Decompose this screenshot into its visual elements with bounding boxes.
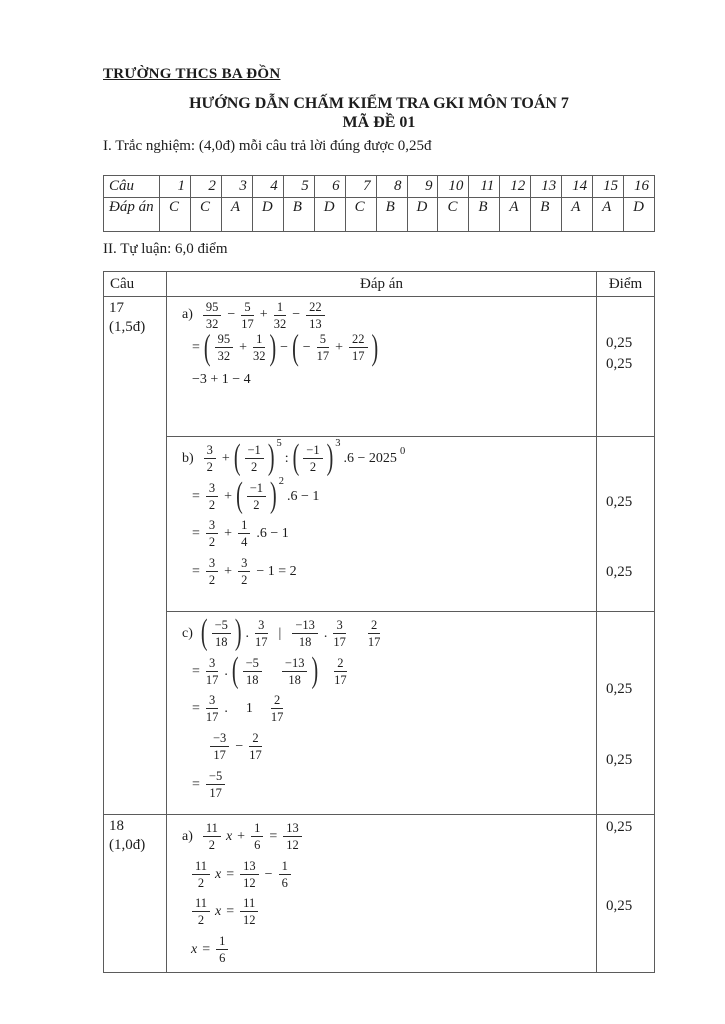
math-variable: x bbox=[215, 866, 222, 882]
fraction-denominator: 2 bbox=[253, 497, 260, 512]
table-row bbox=[104, 297, 655, 437]
math-text: − bbox=[264, 866, 273, 882]
mc-question-number: 8 bbox=[376, 176, 407, 198]
score-value: 0,25 bbox=[606, 356, 633, 372]
right-paren: ) bbox=[267, 437, 275, 478]
points-cell bbox=[597, 612, 655, 815]
mc-answer-value: B bbox=[283, 198, 314, 232]
math-variable: x bbox=[191, 942, 198, 958]
essay-table bbox=[103, 271, 655, 973]
fraction-denominator: 17 bbox=[241, 316, 254, 331]
fraction-numerator: 1 bbox=[274, 300, 287, 316]
math-text: + bbox=[239, 339, 247, 355]
math-text: = bbox=[192, 663, 200, 679]
fraction-denominator: 17 bbox=[270, 710, 284, 725]
math-text: .6 − 1 bbox=[256, 526, 289, 542]
fraction-denominator: 2 bbox=[208, 497, 216, 512]
answer-cell bbox=[167, 815, 597, 973]
fraction-numerator: 5 bbox=[241, 300, 254, 316]
exam-code: MÃ ĐỀ 01 bbox=[342, 114, 416, 131]
mc-question-number: 7 bbox=[345, 176, 376, 198]
fraction-numerator: 3 bbox=[333, 618, 346, 634]
fraction-denominator: 17 bbox=[334, 672, 347, 687]
fraction-denominator: 12 bbox=[242, 913, 256, 928]
mc-question-number: 5 bbox=[283, 176, 314, 198]
math-text: = bbox=[192, 339, 200, 355]
school-name: TRƯỜNG THCS BA ĐỒN bbox=[103, 66, 281, 82]
fraction bbox=[206, 556, 218, 587]
left-paren: ( bbox=[292, 327, 299, 368]
question-number-cell bbox=[104, 815, 167, 973]
fraction-denominator: 2 bbox=[208, 837, 216, 852]
math-text: . bbox=[323, 625, 328, 641]
formula-line bbox=[189, 515, 594, 553]
mc-question-number: 13 bbox=[531, 176, 562, 198]
fraction bbox=[317, 332, 330, 363]
fraction bbox=[206, 656, 219, 687]
fraction-denominator: 17 bbox=[205, 710, 219, 725]
math-text: a) bbox=[182, 828, 193, 844]
score-value: 0,25 bbox=[606, 335, 633, 351]
left-paren: ( bbox=[233, 437, 241, 478]
fraction-denominator: 17 bbox=[249, 748, 262, 763]
mc-question-number: 15 bbox=[593, 176, 624, 198]
answer-cell bbox=[167, 437, 597, 612]
right-paren: ) bbox=[269, 327, 277, 368]
fraction bbox=[279, 859, 291, 890]
fraction bbox=[241, 300, 254, 331]
fraction-numerator: 11 bbox=[192, 896, 210, 912]
right-paren: ) bbox=[270, 475, 277, 516]
fraction bbox=[333, 618, 346, 649]
right-paren: ) bbox=[326, 437, 334, 478]
fraction bbox=[192, 896, 210, 927]
math-text: | bbox=[278, 625, 282, 641]
mc-question-number: 10 bbox=[438, 176, 469, 198]
document-title: HƯỚNG DẪN CHẤM KIỂM TRA GKI MÔN TOÁN 7 bbox=[189, 95, 569, 112]
fraction-denominator: 17 bbox=[352, 349, 365, 364]
mc-answer-value: C bbox=[190, 198, 221, 232]
fraction-denominator: 12 bbox=[243, 875, 256, 890]
fraction bbox=[210, 731, 229, 762]
formula-line bbox=[189, 477, 594, 515]
math-text: − bbox=[280, 339, 289, 355]
fraction-numerator: 1 bbox=[216, 934, 228, 950]
fraction-denominator: 6 bbox=[254, 837, 261, 852]
score-value: 0,25 bbox=[606, 819, 633, 835]
fraction bbox=[204, 443, 216, 474]
fraction-numerator: −3 bbox=[210, 731, 229, 747]
fraction-denominator: 2 bbox=[197, 913, 205, 928]
fraction-denominator: 17 bbox=[333, 634, 346, 649]
fraction-denominator: 17 bbox=[316, 349, 330, 364]
fraction-denominator: 2 bbox=[309, 459, 317, 474]
fraction-denominator: 2 bbox=[208, 535, 216, 550]
math-text: − 1 = 2 bbox=[256, 564, 297, 580]
essay-table-body bbox=[104, 272, 655, 973]
fraction-denominator: 2 bbox=[241, 573, 248, 588]
mc-answer-value: A bbox=[562, 198, 593, 232]
fraction bbox=[306, 300, 325, 331]
math-text: c) bbox=[182, 625, 193, 641]
fraction-denominator: 17 bbox=[209, 786, 222, 801]
math-text: + bbox=[335, 339, 344, 355]
math-text: .6 − 2025 bbox=[343, 450, 397, 466]
math-text: a) bbox=[182, 307, 193, 323]
essay-header-row bbox=[104, 272, 655, 297]
mc-question-label: Câu bbox=[104, 176, 160, 198]
math-text: = bbox=[192, 488, 200, 504]
math-text: − bbox=[235, 739, 244, 755]
fraction-numerator: −13 bbox=[292, 618, 318, 634]
fraction bbox=[240, 859, 259, 890]
math-text: −3 + 1 − 4 bbox=[192, 371, 251, 387]
formula-line bbox=[179, 817, 594, 855]
formula-line bbox=[179, 299, 594, 331]
fraction bbox=[240, 896, 258, 927]
mc-question-number: 16 bbox=[624, 176, 655, 198]
formula-line bbox=[189, 765, 594, 803]
fraction bbox=[245, 443, 264, 474]
math-text: = bbox=[226, 904, 235, 920]
fraction-numerator: 11 bbox=[192, 859, 210, 875]
fraction-numerator: −5 bbox=[206, 769, 225, 785]
fraction-numerator: 2 bbox=[271, 693, 284, 709]
math-text: = bbox=[192, 777, 200, 793]
mc-answer-value: A bbox=[221, 198, 252, 232]
mc-answer-value: D bbox=[624, 198, 655, 232]
formula-line bbox=[189, 690, 594, 728]
formula-line bbox=[189, 930, 594, 968]
fraction-numerator: 2 bbox=[368, 618, 381, 634]
exponent: 2 bbox=[278, 475, 284, 487]
score-value: 0,25 bbox=[606, 898, 633, 914]
math-text: = bbox=[202, 942, 211, 958]
fraction-denominator: 18 bbox=[214, 634, 228, 649]
mc-answer-value: B bbox=[376, 198, 407, 232]
fraction bbox=[255, 618, 268, 649]
fraction bbox=[303, 443, 322, 474]
fraction-denominator: 18 bbox=[298, 634, 312, 649]
exponent: 0 bbox=[399, 445, 406, 457]
fraction-numerator: 1 bbox=[279, 859, 291, 875]
math-text: . bbox=[224, 663, 228, 679]
left-paren: ( bbox=[292, 437, 300, 478]
fraction-numerator: −1 bbox=[245, 443, 264, 459]
math-text: + bbox=[237, 828, 246, 844]
math-text: + bbox=[224, 564, 233, 580]
fraction-numerator: 3 bbox=[206, 693, 219, 709]
points-cell bbox=[597, 815, 655, 973]
fraction bbox=[206, 693, 219, 724]
mc-question-number: 9 bbox=[407, 176, 438, 198]
mc-question-number: 14 bbox=[562, 176, 593, 198]
fraction bbox=[282, 656, 308, 687]
math-text: = bbox=[192, 526, 200, 542]
fraction-denominator: 12 bbox=[286, 837, 299, 852]
fraction bbox=[349, 332, 368, 363]
fraction bbox=[206, 769, 225, 800]
mc-table bbox=[103, 175, 655, 232]
math-text: + bbox=[221, 450, 230, 466]
mc-answer-row bbox=[104, 198, 655, 232]
left-paren: ( bbox=[231, 650, 239, 691]
question-number: 18 bbox=[109, 818, 124, 834]
math-text: b) bbox=[182, 450, 194, 466]
left-paren: ( bbox=[203, 327, 211, 368]
fraction-numerator: 13 bbox=[283, 821, 302, 837]
fraction bbox=[206, 518, 218, 549]
math-text: − bbox=[292, 307, 301, 323]
points-cell bbox=[597, 437, 655, 612]
math-text: + bbox=[224, 488, 233, 504]
math-text: . bbox=[245, 625, 250, 641]
fraction-numerator: 1 bbox=[238, 518, 250, 534]
exponent: 5 bbox=[276, 437, 282, 449]
essay-header-answer: Đáp án bbox=[167, 272, 597, 297]
mc-answer-value: C bbox=[345, 198, 376, 232]
fraction-denominator: 2 bbox=[208, 573, 216, 588]
question-number-cell bbox=[104, 297, 167, 815]
mc-answer-value: D bbox=[252, 198, 283, 232]
mc-question-number: 6 bbox=[314, 176, 345, 198]
fraction bbox=[283, 821, 302, 852]
score-value: 0,25 bbox=[606, 494, 633, 510]
answer-cell bbox=[167, 297, 597, 437]
math-variable: x bbox=[215, 904, 222, 920]
fraction-numerator: −13 bbox=[282, 656, 308, 672]
fraction-numerator: 11 bbox=[240, 896, 258, 912]
exponent: 3 bbox=[335, 437, 341, 449]
fraction bbox=[247, 481, 266, 512]
fraction-denominator: 6 bbox=[281, 875, 288, 890]
fraction-numerator: 95 bbox=[215, 332, 234, 348]
fraction-denominator: 32 bbox=[273, 316, 287, 331]
mc-question-number: 12 bbox=[500, 176, 531, 198]
fraction-denominator: 17 bbox=[367, 634, 381, 649]
formula-line bbox=[189, 855, 594, 893]
mc-answer-value: B bbox=[469, 198, 500, 232]
fraction bbox=[216, 934, 228, 965]
left-paren: ( bbox=[236, 475, 243, 516]
section-1-heading: I. Trắc nghiệm: (4,0đ) mỗi câu trả lời đúng được 0,25đ bbox=[103, 138, 432, 154]
mc-question-number: 3 bbox=[221, 176, 252, 198]
fraction-denominator: 6 bbox=[219, 951, 226, 966]
fraction bbox=[334, 656, 347, 687]
fraction bbox=[249, 731, 262, 762]
mc-answer-value: B bbox=[531, 198, 562, 232]
fraction bbox=[206, 481, 218, 512]
fraction-denominator: 4 bbox=[241, 535, 248, 550]
fraction bbox=[215, 332, 234, 363]
fraction bbox=[253, 332, 266, 363]
fraction-denominator: 17 bbox=[205, 672, 219, 687]
question-points-total: (1,5đ) bbox=[109, 319, 146, 335]
formula-line bbox=[189, 364, 594, 396]
fraction-denominator: 2 bbox=[197, 875, 205, 890]
table-row bbox=[104, 612, 655, 815]
formula-line bbox=[189, 552, 594, 590]
fraction-numerator: 5 bbox=[317, 332, 330, 348]
right-paren: ) bbox=[371, 327, 379, 368]
fraction-denominator: 13 bbox=[309, 316, 322, 331]
mc-question-number: 1 bbox=[160, 176, 191, 198]
fraction bbox=[192, 859, 210, 890]
fraction-denominator: 32 bbox=[205, 316, 219, 331]
score-value: 0,25 bbox=[606, 752, 633, 768]
mc-answer-label: Đáp án bbox=[104, 198, 160, 232]
mc-answer-value: D bbox=[407, 198, 438, 232]
fraction-denominator: 2 bbox=[251, 459, 258, 474]
answer-cell bbox=[167, 612, 597, 815]
fraction-numerator: 3 bbox=[206, 656, 219, 672]
essay-header-points: Điểm bbox=[597, 272, 655, 297]
fraction-denominator: 17 bbox=[213, 748, 226, 763]
math-text: = bbox=[269, 828, 278, 844]
mc-question-number: 11 bbox=[469, 176, 500, 198]
formula-line bbox=[189, 327, 594, 368]
fraction-denominator: 2 bbox=[206, 459, 213, 474]
table-row bbox=[104, 815, 655, 973]
fraction-numerator: −1 bbox=[303, 443, 322, 459]
math-text: − bbox=[302, 339, 311, 355]
fraction-denominator: 18 bbox=[288, 672, 301, 687]
math-variable: x bbox=[225, 828, 233, 844]
formula-line bbox=[189, 652, 594, 690]
mc-answer-value: C bbox=[438, 198, 469, 232]
fraction-numerator: −5 bbox=[212, 618, 231, 634]
fraction-numerator: 1 bbox=[253, 332, 266, 348]
fraction-denominator: 17 bbox=[255, 634, 268, 649]
fraction bbox=[212, 618, 231, 649]
left-paren: ( bbox=[200, 612, 208, 653]
fraction bbox=[243, 656, 262, 687]
table-row bbox=[104, 437, 655, 612]
right-paren: ) bbox=[311, 650, 319, 691]
mc-question-row bbox=[104, 176, 655, 198]
formula-line bbox=[179, 614, 594, 652]
fraction-numerator: 2 bbox=[334, 656, 347, 672]
mc-answer-value: D bbox=[314, 198, 345, 232]
math-text: 1 bbox=[245, 701, 253, 717]
fraction-denominator: 18 bbox=[245, 672, 259, 687]
fraction-numerator: 22 bbox=[306, 300, 325, 316]
right-paren: ) bbox=[234, 612, 242, 653]
formula-line bbox=[189, 893, 594, 931]
mc-answer-value: A bbox=[593, 198, 624, 232]
fraction bbox=[238, 556, 250, 587]
math-text: − bbox=[227, 307, 236, 323]
mc-answer-value: A bbox=[500, 198, 531, 232]
fraction bbox=[203, 821, 221, 852]
fraction-numerator: 3 bbox=[206, 556, 218, 572]
fraction-numerator: 11 bbox=[203, 821, 221, 837]
math-text: .6 − 1 bbox=[286, 488, 320, 504]
fraction-numerator: 3 bbox=[206, 481, 218, 497]
question-number: 17 bbox=[109, 300, 124, 316]
math-text: + bbox=[224, 526, 233, 542]
math-text: . bbox=[224, 701, 228, 717]
formula-line bbox=[189, 727, 594, 765]
math-text: = bbox=[226, 866, 235, 882]
math-text: = bbox=[192, 564, 200, 580]
fraction-numerator: 1 bbox=[251, 821, 263, 837]
fraction-numerator: −1 bbox=[247, 481, 266, 497]
fraction-numerator: 2 bbox=[249, 731, 262, 747]
score-value: 0,25 bbox=[606, 564, 633, 580]
fraction bbox=[368, 618, 381, 649]
math-text: + bbox=[259, 307, 268, 323]
math-text: : bbox=[284, 450, 289, 466]
mc-table-body bbox=[104, 176, 655, 232]
score-value: 0,25 bbox=[606, 681, 633, 697]
fraction-numerator: 3 bbox=[255, 618, 268, 634]
mc-question-number: 2 bbox=[190, 176, 221, 198]
fraction-denominator: 32 bbox=[217, 349, 231, 364]
mc-question-number: 4 bbox=[252, 176, 283, 198]
fraction-denominator: 32 bbox=[252, 349, 266, 364]
fraction-numerator: 3 bbox=[204, 443, 216, 459]
fraction bbox=[271, 693, 284, 724]
points-cell bbox=[597, 297, 655, 437]
fraction-numerator: 22 bbox=[349, 332, 368, 348]
fraction-numerator: 95 bbox=[203, 300, 222, 316]
fraction-numerator: −5 bbox=[243, 656, 262, 672]
fraction-numerator: 13 bbox=[240, 859, 259, 875]
fraction bbox=[251, 821, 263, 852]
section-2-heading: II. Tự luận: 6,0 điểm bbox=[103, 241, 228, 257]
fraction-numerator: 3 bbox=[238, 556, 250, 572]
math-text: = bbox=[192, 701, 200, 717]
question-points-total: (1,0đ) bbox=[109, 837, 146, 853]
fraction-numerator: 3 bbox=[206, 518, 218, 534]
essay-header-question: Câu bbox=[104, 272, 167, 297]
mc-answer-value: C bbox=[160, 198, 191, 232]
